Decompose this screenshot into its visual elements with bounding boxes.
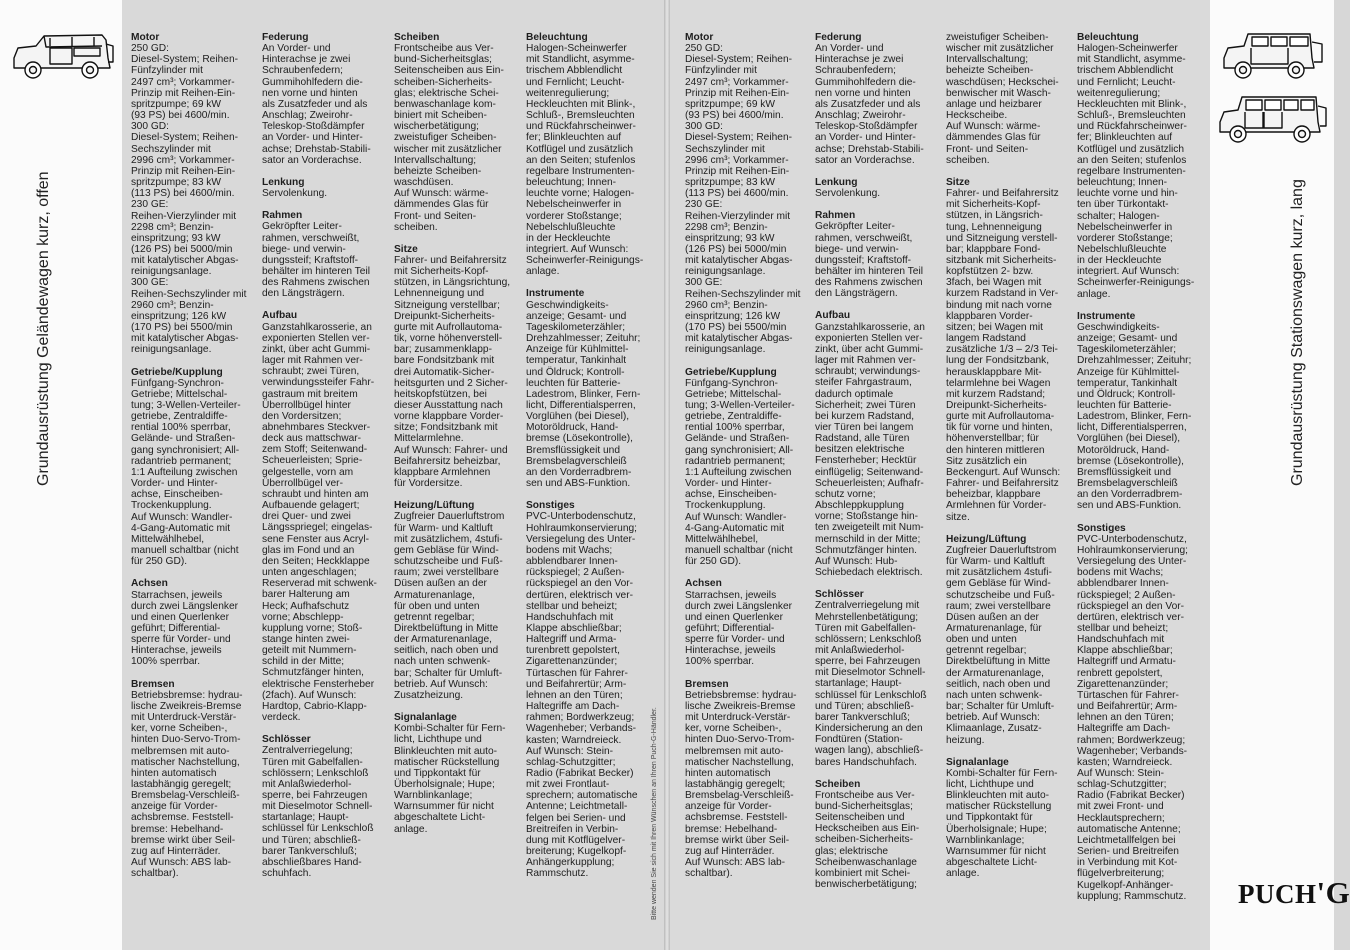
spec-text: Ganzstahlkarosserie, an exponierten Stellen ver- zinkt, über acht Gummi- lager mit Rahmen ver- schraubt; verwindungs- steifer Fahrgastraum, dadurch optimale Sicherheit; zwei Türen bei kurzem Radstand, vier Türen bei langem Radstand, alle Türen besitzen elektrische Fensterheber; Hecktür einflügelig; Seitenwand- Scheuerleisten; Aufhafr- schutz vorne; Abschleppkupplung vorne; Stoßstange hin- ten zweigeteilt mit Num- mernschild in der Mitte; Schmutzfänger hinten. Auf Wunsch: Hub- Schiebedach elektrisch. [815, 321, 925, 579]
spec-text: Fahrer- und Beifahrersitz mit Sicherheits-Kopf- stützen, in Längsrich- tung, Lehnenneigung und Sitzneigung verstell- bar; klappbare Fond- sitzbank mit Sicherheits- kopfstützen 2- bzw. 3fach, bei Wagen mit kurzem Radstand in Ver- bindung mit nach vorne klappbaren Vorder- sitzen; bei Wagen mit langem Radstand zusätzliche 1/3 – 2/3 Tei- lung der Fondsitzbank, herausklappbare Mit- telarmlehne bei Wagen mit kurzem Radstand; Dreipunkt-Sicherheits- gurte mit Aufrollautoma- tik für vorne und hinten, höhenverstellbar; für den hinteren mittleren Sitz zusätzlich ein Beckengurt. Auf Wunsch: Fahrer- und Beifahrersitz beheizbar, klappbare Armlehnen für Vorder- sitze. [946, 188, 1061, 523]
spec-section [262, 210, 380, 299]
spec-heading: Instrumente [1077, 310, 1136, 322]
spec-heading: Getriebe/Kupplung [131, 366, 223, 378]
spec-text: Halogen-Scheinwerfer mit Standlicht, asymme- trischem Abblendlicht und Fernlicht; Leucht- weitenregulierung; Heckleuchten mit Blink-, Schluß-, Bremsleuchten und Rückfahrscheinwer- fer; Blinkleuchten auf Kotflügel und zusätzlich an den Seiten; stufenlos regelbare Instrumenten- beleuchtung; Innen- leuchte vorne; Halogen- Nebelscheinwerfer in vorderer Stoßstange; Nebelschlußleuchte in der Heckleuchte integriert. Auf Wunsch: Scheinwerfer-Reinigungs- anlage. [526, 43, 644, 278]
spec-text: Fahrer- und Beifahrersitz mit Sicherheits-Kopf- stützen, in Längsrichtung, Lehnenneigung und Sitzneigung verstellbar; Dreipunkt-Sicherheits- gurte mit Aufrollautoma- tik, vorne höhenverstell- bar; zusammenklapp- bare Fondsitzbank mit drei Automatik-Sicher- heitsgurten und 2 Sicher- heitskopfstützen, bei dieser Ausstattung nach vorne klappbare Vorder- sitze; Fondsitzbank mit Mittelarmlehne. Auf Wunsch: Fahrer- und Beifahrersitz beheizbar, klappbare Armlehnen für Vordersitze. [394, 254, 511, 490]
spec-heading: Sonstiges [526, 500, 575, 512]
spec-text: Halogen-Scheinwerfer mit Standlicht, asymme- trischem Abblendlicht und Fernlicht; Leucht- weitenregulierung; Heckleuchten mit Blink-, Schluß-, Bremsleuchten und Rückfahrscheinwer- fer; Blinkleuchten auf Kotflügel und zusätzlich an den Seiten; stufenlos regelbare Instrumenten- beleuchtung; Innen- leuchte vorne und hin- ten über Türkontakt- schalter; Halogen- Nebelscheinwerfer in vorderer Stoßstange; Nebelschlußleuchte in der Heckleuchte integriert. Auf Wunsch: Scheinwerfer-Reinigungs- anlage. [1077, 43, 1195, 300]
spec-section [526, 288, 644, 489]
left-vertical-title: Grundausrüstung Geländewagen kurz, offen [35, 171, 52, 486]
puch-g-logo [1238, 875, 1350, 911]
spec-section [131, 578, 249, 667]
spec-text: An Vorder- und Hinterachse je zwei Schraubenfedern; Gummihohlfedern die- nen vorne und hinten als Zusatzfeder und als Anschlag; Zweirohr- Teleskop-Stoßdämpfer an Vorder- und Hinter- achse; Drehstab-Stabili- sator an Vorderachse. [815, 43, 924, 166]
logo-text: PUCH [1238, 879, 1317, 909]
spec-text: Starrachsen, jeweils durch zwei Längslenker und einen Querlenker geführt; Differential- sperre für Vorder- und Hinterachse, jeweils 100% sperrbar. [131, 589, 239, 668]
fold-note: Bitte wenden Sie sich mit Ihren Wünschen an Ihren Puch-G-Händler. [651, 707, 658, 920]
spec-text: Geschwindigkeits- anzeige; Gesamt- und Tageskilometerzähler; Drehzahlmesser; Zeituhr; Anzeige für Kühlmittel- temperatur, Tankinhalt und Öldruck; Kontroll- leuchten für Batterie- Ladestrom, Blinker, Fern- licht, Differentialsperren, Vorglühen (bei Diesel), Motoröldruck, Hand- bremse (Lösekontrolle), Bremsflüssigkeit und Bremsbelagverschleiß an den Vorderradbrem- sen und ABS-Funktion. [526, 299, 641, 490]
spec-text: 250 GD: Diesel-System; Reihen- Fünfzylinder mit 2497 cm³; Vorkammer- Prinzip mit Reihen-Ein- spritzpumpe; 69 kW (93 PS) bei 4600/min. 300 GD: Diesel-System; Reihen- Sechszylinder mit 2996 cm³; Vorkammer- Prinzip mit Reihen-Ein- spritzpumpe; 83 kW (113 PS) bei 4600/min. 230 GE: Reihen-Vierzylinder mit 2298 cm³; Benzin- einspritzung; 93 kW (126 PS) bei 5000/min mit katalytischer Abgas- reinigungsanlage. 300 GE: Reihen-Sechszylinder mit 2960 cm³; Benzin- einspritzung; 126 kW (170 PS) bei 5500/min mit katalytischer Abgas- reinigungsanlage. [131, 43, 247, 356]
right-col-3 [946, 32, 1064, 890]
spec-heading: Signalanlage [394, 712, 457, 724]
spec-heading: Rahmen [815, 210, 856, 222]
spec-text: Zugfreier Dauerluftstrom für Warm- und Kaltluft mit zusätzlichem, 4stufi- gem Gebläse für Wind- schutzscheibe und Fuß- raum; zwei verstellbare Düsen außen an der Armaturenanlage, für oben und unten getrennt regelbar; Direktbelüftung in Mitte der Armaturenanlage, seitlich, nach oben und nach unten schwenk- bar; Schalter für Umluft- betrieb. Auf Wunsch: Zusatzheizung. [394, 511, 505, 701]
spec-section [946, 32, 1064, 166]
spec-heading: Motor [685, 32, 714, 43]
spec-heading: Getriebe/Kupplung [685, 366, 777, 378]
open-offroader-icon [10, 30, 116, 82]
spec-section [1077, 311, 1195, 512]
spec-text: Ganzstahlkarosserie, an exponierten Stellen ver- zinkt, über acht Gummi- lager mit Rahmen ver- schraubt; zwei Türen, verwindungssteifer Fahr- gastraum mit breitem Überrollbügel hinter den Vordersitzen; abnehmbares Steckver- deck aus mattschwar- zem Stoff; Seitenwand- Scheuerleisten; Sprie- gelgestelle, vorn am Überrollbügel ver- schraubt und hinten am Aufbauende gelagert; drei Quer- und zwei Längsspriegel; eingelas- sene Fenster aus Acryl- glas im Fond und an den Seiten; Heckklappe unten angeschlagen; Reserverad mit schwenk- barer Halterung am Heck; Aufhafschutz vorne; Abschlepp- kupplung vorne; Stoß- stange hinten zwei- geteilt mit Nummern- schild in der Mitte; Schmutzfänger hinten, elektrische Fensterheber (2fach). Auf Wunsch: Hardtop, Cabrio-Klapp- verdeck. [262, 321, 377, 724]
spec-heading: Schlösser [815, 589, 864, 601]
spec-section [394, 244, 512, 489]
spec-section [394, 712, 512, 835]
spec-section [815, 589, 933, 768]
right-col-1 [685, 32, 803, 890]
spec-heading: Achsen [685, 578, 722, 590]
left-margin-strip [0, 0, 122, 950]
right-vertical-title: Grundausrüstung Stationswagen kurz, lang [1289, 179, 1306, 486]
spec-text: PVC-Unterbodenschutz, Hohlraumkonservierung; Versiegelung des Unter- bodens mit Wachs; abblendbarer Innen- rückspiegel; 2 Außen- rückspiegel an den Vor- dertüren, elektrisch ver- stellbar und beheizt; Handschuhfach mit Klappe abschließbar; Haltegriff und Armatu- renbrett gepolstert, Zigarettenanzünder; Türtaschen für Fahrer- und Beifahrertür; Arm- lehnen an den Türen; Haltegriffe am Dach- rahmen; Bordwerkzeug; Wagenheber; Verbands- kasten; Warndreieck. Auf Wunsch: Stein- schlag-Schutzgitter; Radio (Fabrikat Becker) mit zwei Front- und Hecklautsprechern; automatische Antenne; Leichtmetallfelgen bei Serien- und Breitreifen in Verbindung mit Kot- flügelverbreiterung; Kugelkopf-Anhänger- kupplung; Rammschutz. [1077, 533, 1188, 902]
right-col-2 [815, 32, 933, 901]
left-col-1 [131, 32, 249, 890]
spec-text: An Vorder- und Hinterachse je zwei Schraubenfedern; Gummihohlfedern die- nen vorne und hinten als Zusatzfeder und als Anschlag; Zweirohr- Teleskop-Stoßdämpfer an Vorder- und Hinter- achse; Drehstab-Stabili- sator an Vorderachse. [262, 43, 371, 166]
spec-heading: Bremsen [685, 678, 729, 690]
spec-text: Gekröpfter Leiter- rahmen, verschweißt, biege- und verwin- dungssteif; Kraftstoff- behälter im hinteren Teil des Rahmens zwischen den Längsträgern. [262, 221, 370, 300]
spec-text: Zentralverriegelung; Türen mit Gabelfallen- schlössern; Lenkschloß mit Anlaßwiederhol- sperre, bei Fahrzeugen mit Dieselmotor Schnell- startanlage; Haupt- schlüssel für Lenkschloß und Türen; abschließ- barer Tankverschluß; abschließbares Hand- schuhfach. [262, 745, 374, 880]
spec-heading: Aufbau [815, 310, 851, 322]
spec-text: Betriebsbremse: hydrau- lische Zweikreis-Bremse mit Unterdruck-Verstär- ker, vorne Scheiben-, hinten Duo-Servo-Trom- melbremsen mit auto- matischer Nachstellung, hinten automatisch lastabhängig geregelt; Bremsbelag-Verschleiß- anzeige für Vorder- achsbremse. Feststell- bremse: Hebelhand- bremse wirkt über Seil- zug auf Hinterräder. Auf Wunsch: ABS lab- schaltbar). [131, 689, 243, 880]
spec-section [1077, 32, 1195, 300]
spec-section [946, 534, 1064, 746]
spec-text: Zugfreier Dauerluftstrom für Warm- und Kaltluft mit zusätzlichem 4stufi- gem Gebläse für Wind- schutzscheibe und Fuß- raum; zwei verstellbare Düsen außen an der Armaturenanlage, für oben und unten getrennt regelbar; Direktbelüftung in Mitte der Armaturenanlage, seitlich, nach oben und nach unten schwenk- bar; Schalter für Umluft- betrieb. Auf Wunsch: Klimaanlage, Zusatz- heizung. [946, 544, 1057, 746]
spec-heading: Federung [262, 32, 309, 43]
spec-heading: Heizung/Lüftung [946, 533, 1027, 545]
spec-heading: Heizung/Lüftung [394, 500, 475, 512]
spec-heading: Sitze [946, 176, 970, 188]
spec-section [946, 757, 1064, 880]
spec-section [131, 367, 249, 568]
spec-section [685, 32, 803, 356]
spec-section [815, 310, 933, 578]
left-col-3 [394, 32, 512, 846]
spec-section [815, 32, 933, 166]
spec-section [131, 32, 249, 356]
spec-text: Geschwindigkeits- anzeige; Gesamt- und Tageskilometerzähler; Drehzahlmesser; Zeituhr; Anzeige für Kühlmittel- temperatur, Tankinhalt und Öldruck; Kontroll- leuchten für Batterie- Ladestrom, Blinker, Fern- licht, Differentialsperren, Vorglühen (bei Diesel), Motoröldruck, Hand- bremse (Lösekontrolle), Bremsflüssigkeit und Bremsbelagverschleiß an den Vorderradbrem- sen und ABS-Funktion. [1077, 321, 1192, 512]
spec-section [394, 500, 512, 701]
spec-heading: Lenkung [262, 176, 305, 188]
spec-heading: Signalanlage [946, 756, 1009, 768]
spec-text: Betriebsbremse: hydrau- lische Zweikreis-Bremse mit Unterdruck-Verstär- ker, vorne Scheiben-, hinten Duo-Servo-Trom- melbremsen mit auto- matischer Nachstellung, hinten automatisch lastabhängig geregelt; Bremsbelag-Verschleiß- anzeige für Vorder- achsbremse. Feststell- bremse: Hebelhand- bremse wirkt über Seil- zug auf Hinterräder. Auf Wunsch: ABS lab- schaltbar). [685, 689, 797, 880]
spec-section [1077, 523, 1195, 902]
spec-section [262, 32, 380, 166]
spec-text: 250 GD: Diesel-System; Reihen- Fünfzylinder mit 2497 cm³; Vorkammer- Prinzip mit Reihen-Ein- spritzpumpe; 69 kW (93 PS) bei 4600/min. 300 GD: Diesel-System; Reihen- Sechszylinder mit 2996 cm³; Vorkammer- Prinzip mit Reihen-Ein- spritzpumpe; 83 kW (113 PS) bei 4600/min. 230 GE: Reihen-Vierzylinder mit 2298 cm³; Benzin- einspritzung; 93 kW (126 PS) bei 5000/min mit katalytischer Abgas- reinigungsanlage. 300 GE: Reihen-Sechszylinder mit 2960 cm³; Benzin- einspritzung; 126 kW (170 PS) bei 5500/min mit katalytischer Abgas- reinigungsanlage. [685, 43, 801, 356]
spec-heading: Beleuchtung [526, 32, 588, 43]
spec-text: Fünfgang-Synchron- Getriebe; Mittelschal- tung; 3-Wellen-Verteiler- getriebe, Zentraldiffe- rential 100% sperrbar, Gelände- und Straßen- gang synchronisiert; All- radantrieb permanent; 1:1 Aufteilung zwischen Vorder- und Hinter- achse, Einscheiben- Trockenkupplung. Auf Wunsch: Wandler- 4-Gang-Automatic mit Mittelwählhebel, manuell schaltbar (nicht für 250 GD). [685, 377, 795, 568]
spec-text: PVC-Unterbodenschutz, Hohlraumkonservierung; Versiegelung des Unter- bodens mit Wachs; abblendbarer Innen- rückspiegel; 2 Außen- rückspiegel an den Vor- dertüren, elektrisch ver- stellbar und beheizt; Handschuhfach mit Klappe abschließbar; Haltegriff und Arma- turenbrett gepolstert, Zigarettenanzünder; Türtaschen für Fahrer- und Beifahrertür; Arm- lehnen an den Türen; Haltegriffe am Dach- rahmen; Bordwerkzeug; Wagenheber; Verbands- kasten; Warndreieck. Auf Wunsch: Stein- schlag-Schutzgitter; Radio (Fabrikat Becker) mit zwei Frontlaut- sprechern; automatische Antenne; Leichtmetall- felgen bei Serien- und Breitreifen in Verbin- dung mit Kotflügelver- breiterung; Kugelkopf- Anhängerkupplung; Rammschutz. [526, 511, 638, 880]
spec-section [685, 367, 803, 568]
spec-heading: Achsen [131, 578, 168, 590]
spec-section [526, 500, 644, 879]
spec-heading: Bremsen [131, 678, 175, 690]
spec-section [394, 32, 512, 233]
spec-heading: Instrumente [526, 288, 585, 300]
spec-heading: Scheiben [815, 778, 861, 790]
spec-section [262, 177, 380, 199]
right-col-4 [1077, 32, 1195, 913]
spec-section [262, 310, 380, 723]
spec-text: Frontscheibe aus Ver- bund-Sicherheitsglas; Seitenscheiben und Heckscheiben aus Ein- scheiben-Sicherheits- glas; elektrische Scheibenwaschanlage kombiniert mit Schei- benwischerbetätigung; [815, 789, 920, 891]
spec-text: Kombi-Schalter für Fern- licht, Lichthupe und Blinkleuchten mit auto- matischer Rückstellung und Tippkontakt für Überholsignale; Hupe; Warnblinkanlage; Warnsummer für nicht abgeschaltete Licht- anlage. [946, 767, 1058, 880]
page-fold [664, 0, 670, 950]
spec-text: Starrachsen, jeweils durch zwei Längslenker und einen Querlenker geführt; Differential- sperre für Vorder- und Hinterachse, jeweils 100% sperrbar. [685, 589, 793, 668]
spec-text: zweistufiger Scheiben- wischer mit zusätzlicher Intervallschaltung; beheizte Scheiben- waschdüsen; Heckschei- benwischer mit Wasch- anlage und heizbarer Heckscheibe. Auf Wunsch: wärme- dämmendes Glas für Front- und Seiten- scheiben. [946, 32, 1059, 166]
spec-heading: Sonstiges [1077, 522, 1126, 534]
left-col-4 [526, 32, 644, 891]
spec-heading: Scheiben [394, 32, 440, 43]
spec-text: Kombi-Schalter für Fern- licht, Lichthupe und Blinkleuchten mit auto- matischer Rückstellung und Tippkontakt für Überholsignale; Hupe; Warnblinkanlage; Warnsummer für nicht abgeschaltete Licht- anlage. [394, 723, 506, 835]
spec-section [815, 177, 933, 199]
spec-section [526, 32, 644, 277]
spec-heading: Lenkung [815, 176, 858, 188]
spec-heading: Sitze [394, 243, 418, 255]
spec-section [685, 679, 803, 880]
spec-heading: Rahmen [262, 210, 303, 222]
spec-section [815, 210, 933, 299]
logo-g: 'G [1316, 875, 1350, 910]
left-col-2 [262, 32, 380, 890]
spec-text: Fünfgang-Synchron- Getriebe; Mittelschal- tung; 3-Wellen-Verteiler- getriebe, Zentraldiffe- rential 100% sperrbar, Gelände- und Straßen- gang synchronisiert; All- radantrieb permanent; 1:1 Aufteilung zwischen Vorder- und Hinter- achse, Einscheiben- Trockenkupplung. Auf Wunsch: Wandler- 4-Gang-Automatic mit Mittelwählhebel, manuell schaltbar (nicht für 250 GD). [131, 377, 241, 568]
spec-section [815, 779, 933, 891]
spec-section [262, 734, 380, 879]
spec-text: Frontscheibe aus Ver- bund-Sicherheitsglas; Seitenscheiben aus Ein- scheiben-Sicherheits- glas; elektrische Schei- benwaschanlage kom- biniert mit Scheiben- wischerbetätigung; zweistufiger Scheiben- wischer mit zusätzlicher Intervallschaltung; beheizte Scheiben- waschdüsen. Auf Wunsch: wärme- dämmendes Glas für Front- und Seiten- scheiben. [394, 43, 504, 233]
long-station-wagon-icon [1216, 92, 1330, 148]
spec-heading: Federung [815, 32, 862, 43]
spec-section [685, 578, 803, 667]
spec-text: Servolenkung. [262, 188, 328, 200]
spec-text: Gekröpfter Leiter- rahmen, verschweißt, biege- und verwin- dungssteif; Kraftstoff- behälter im hinteren Teil des Rahmens zwischen den Längsträgern. [815, 221, 923, 300]
spec-heading: Schlösser [262, 734, 311, 746]
spec-section [946, 177, 1064, 523]
spec-text: Servolenkung. [815, 188, 881, 200]
spec-text: Zentralverriegelung mit Mehrstellenbetätigung; Türen mit Gabelfallen- schlössern; Lenkschloß mit Anlaßwiederhol- sperre, bei Fahrzeugen mit Dieselmotor Schnell- startanlage; Haupt- schlüssel für Lenkschloß und Türen; abschließ- barer Tankverschluß; Kindersicherung an den Fondtüren (Station- wagen lang), abschließ- bares Handschuhfach. [815, 600, 927, 768]
spec-heading: Beleuchtung [1077, 32, 1139, 43]
spec-heading: Aufbau [262, 310, 298, 322]
spec-heading: Motor [131, 32, 160, 43]
short-station-wagon-icon [1218, 30, 1328, 82]
spec-section [131, 679, 249, 880]
